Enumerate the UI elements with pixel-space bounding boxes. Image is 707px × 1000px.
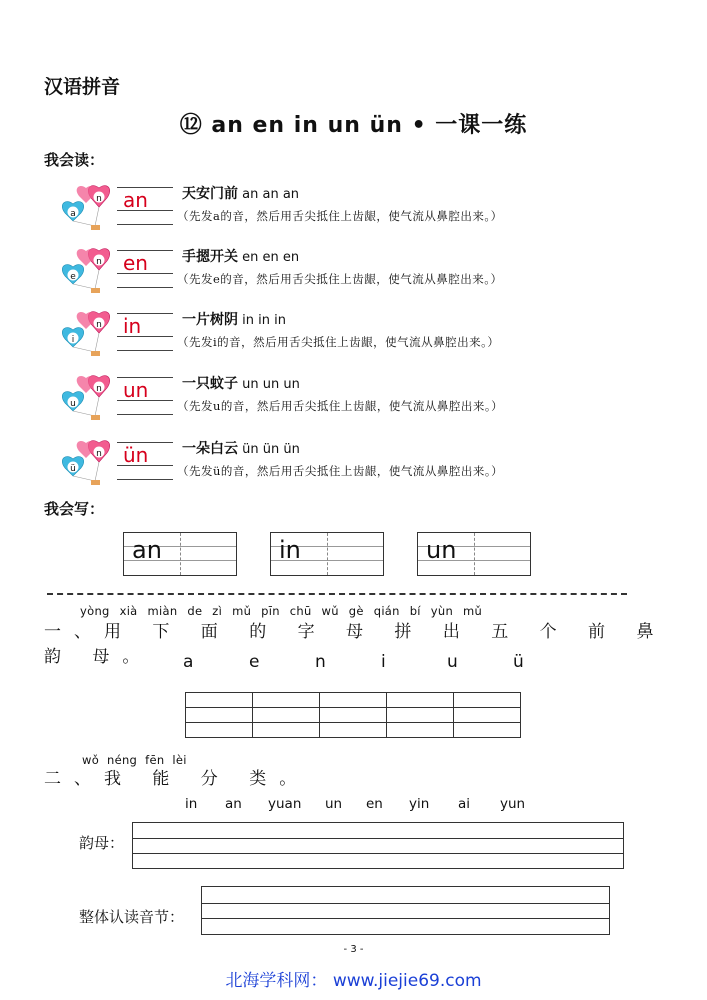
whole-syllable-label: 整体认读音节： — [79, 908, 185, 926]
syllable: in — [185, 796, 198, 812]
syllable: yun — [500, 796, 526, 812]
rhyme-letter: ün — [123, 443, 149, 467]
word-pinyin: an an an — [242, 187, 300, 202]
divider — [47, 593, 627, 595]
syllable: un — [325, 796, 343, 812]
word-pinyin: ün ün ün — [242, 442, 300, 457]
letter: ü — [513, 652, 524, 672]
balloon-big-letter: i — [71, 335, 75, 345]
balloon-icon — [55, 182, 115, 232]
letter: i — [381, 652, 386, 672]
pronunciation-note: （先发ü的音，然后用舌尖抵住上齿龈，使气流从鼻腔出来。） — [177, 464, 504, 478]
balloon-icon — [55, 437, 115, 487]
writing-line — [117, 287, 173, 288]
write-box-text: in — [279, 536, 301, 564]
word-chinese: 一只蚊子 — [182, 376, 238, 392]
write-box-text: un — [426, 536, 457, 564]
write-box-2 — [270, 532, 384, 576]
balloon-icon — [55, 245, 115, 295]
lesson-title: ⑫ an en in un ün • 一课一练 — [179, 113, 528, 138]
q2-pinyin: wǒ néng fēn lèi — [82, 753, 187, 767]
rhyme-letter: un — [123, 378, 149, 402]
word-pinyin: en en en — [242, 250, 300, 265]
word-pinyin: un un un — [242, 377, 300, 392]
writing-line — [117, 350, 173, 351]
balloon-small-letter: n — [96, 449, 102, 459]
rhyme-answer-lines[interactable] — [132, 822, 624, 869]
letter: u — [447, 652, 458, 672]
word-chinese: 一片树阴 — [182, 312, 238, 328]
answer-grid[interactable] — [185, 692, 521, 738]
letter: n — [315, 652, 326, 672]
balloon-small-letter: n — [96, 194, 102, 204]
read-row — [55, 182, 615, 232]
pronunciation-note: （先发u的音，然后用舌尖抵住上齿龈，使气流从鼻腔出来。） — [177, 399, 504, 413]
balloon-big-letter: u — [70, 399, 76, 409]
rhyme-letter: an — [123, 188, 148, 212]
letter: e — [249, 652, 260, 672]
balloon-icon — [55, 308, 115, 358]
read-row — [55, 437, 615, 487]
read-row — [55, 372, 615, 422]
syllable: an — [225, 796, 242, 812]
syllable: yin — [409, 796, 430, 812]
example-word — [182, 246, 299, 266]
pronunciation-note: （先发i的音，然后用舌尖抵住上齿龈，使气流从鼻腔出来。） — [177, 335, 500, 349]
write-box-1 — [123, 532, 237, 576]
letter-list — [183, 652, 579, 672]
syllable: en — [366, 796, 383, 812]
word-pinyin: in in in — [242, 313, 286, 328]
read-heading: 我会读： — [44, 151, 105, 169]
rhyme-letter: in — [123, 314, 142, 338]
example-word — [182, 373, 300, 393]
writing-line — [117, 414, 173, 415]
rhyme-label: 韵母： — [79, 834, 125, 852]
q1-text: 一、用 下 面 的 字 母 拼 出 五 个 前 鼻 韵 母。 — [44, 622, 667, 667]
example-word — [182, 183, 299, 203]
balloon-icon — [55, 372, 115, 422]
balloon-small-letter: n — [96, 257, 102, 267]
whole-syllable-answer-lines[interactable] — [201, 886, 610, 935]
section-title: 汉语拼音 — [44, 76, 121, 98]
pronunciation-note: （先发a的音，然后用舌尖抵住上齿龈，使气流从鼻腔出来。） — [177, 209, 503, 223]
q2-text: 二、我 能 分 类。 — [44, 769, 310, 789]
write-heading: 我会写： — [44, 500, 105, 518]
balloon-small-letter: n — [96, 384, 102, 394]
write-box-3 — [417, 532, 531, 576]
footer-site[interactable]: 北海学科网： www.jiejie69.com — [225, 971, 482, 991]
letter: a — [183, 652, 194, 672]
pronunciation-note: （先发e的音，然后用舌尖抵住上齿龈，使气流从鼻腔出来。） — [177, 272, 503, 286]
read-row — [55, 245, 615, 295]
read-row — [55, 308, 615, 358]
syllable: ai — [458, 796, 471, 812]
write-box-text: an — [132, 536, 162, 564]
word-chinese: 天安门前 — [182, 186, 238, 202]
writing-line — [117, 224, 173, 225]
example-word — [182, 309, 286, 329]
balloon-big-letter: ü — [70, 464, 76, 474]
q1-pinyin: yòng xià miàn de zì mǔ pīn chū wǔ gè qián bí yùn mǔ — [80, 604, 483, 618]
syllable: yuan — [268, 796, 302, 812]
rhyme-letter: en — [123, 251, 148, 275]
example-word — [182, 438, 300, 458]
balloon-big-letter: e — [70, 272, 76, 282]
page-number: - 3 - — [343, 944, 364, 955]
writing-line — [117, 479, 173, 480]
balloon-big-letter: a — [70, 209, 76, 219]
word-chinese: 手摁开关 — [182, 249, 238, 265]
word-chinese: 一朵白云 — [182, 441, 238, 457]
balloon-small-letter: n — [96, 320, 102, 330]
